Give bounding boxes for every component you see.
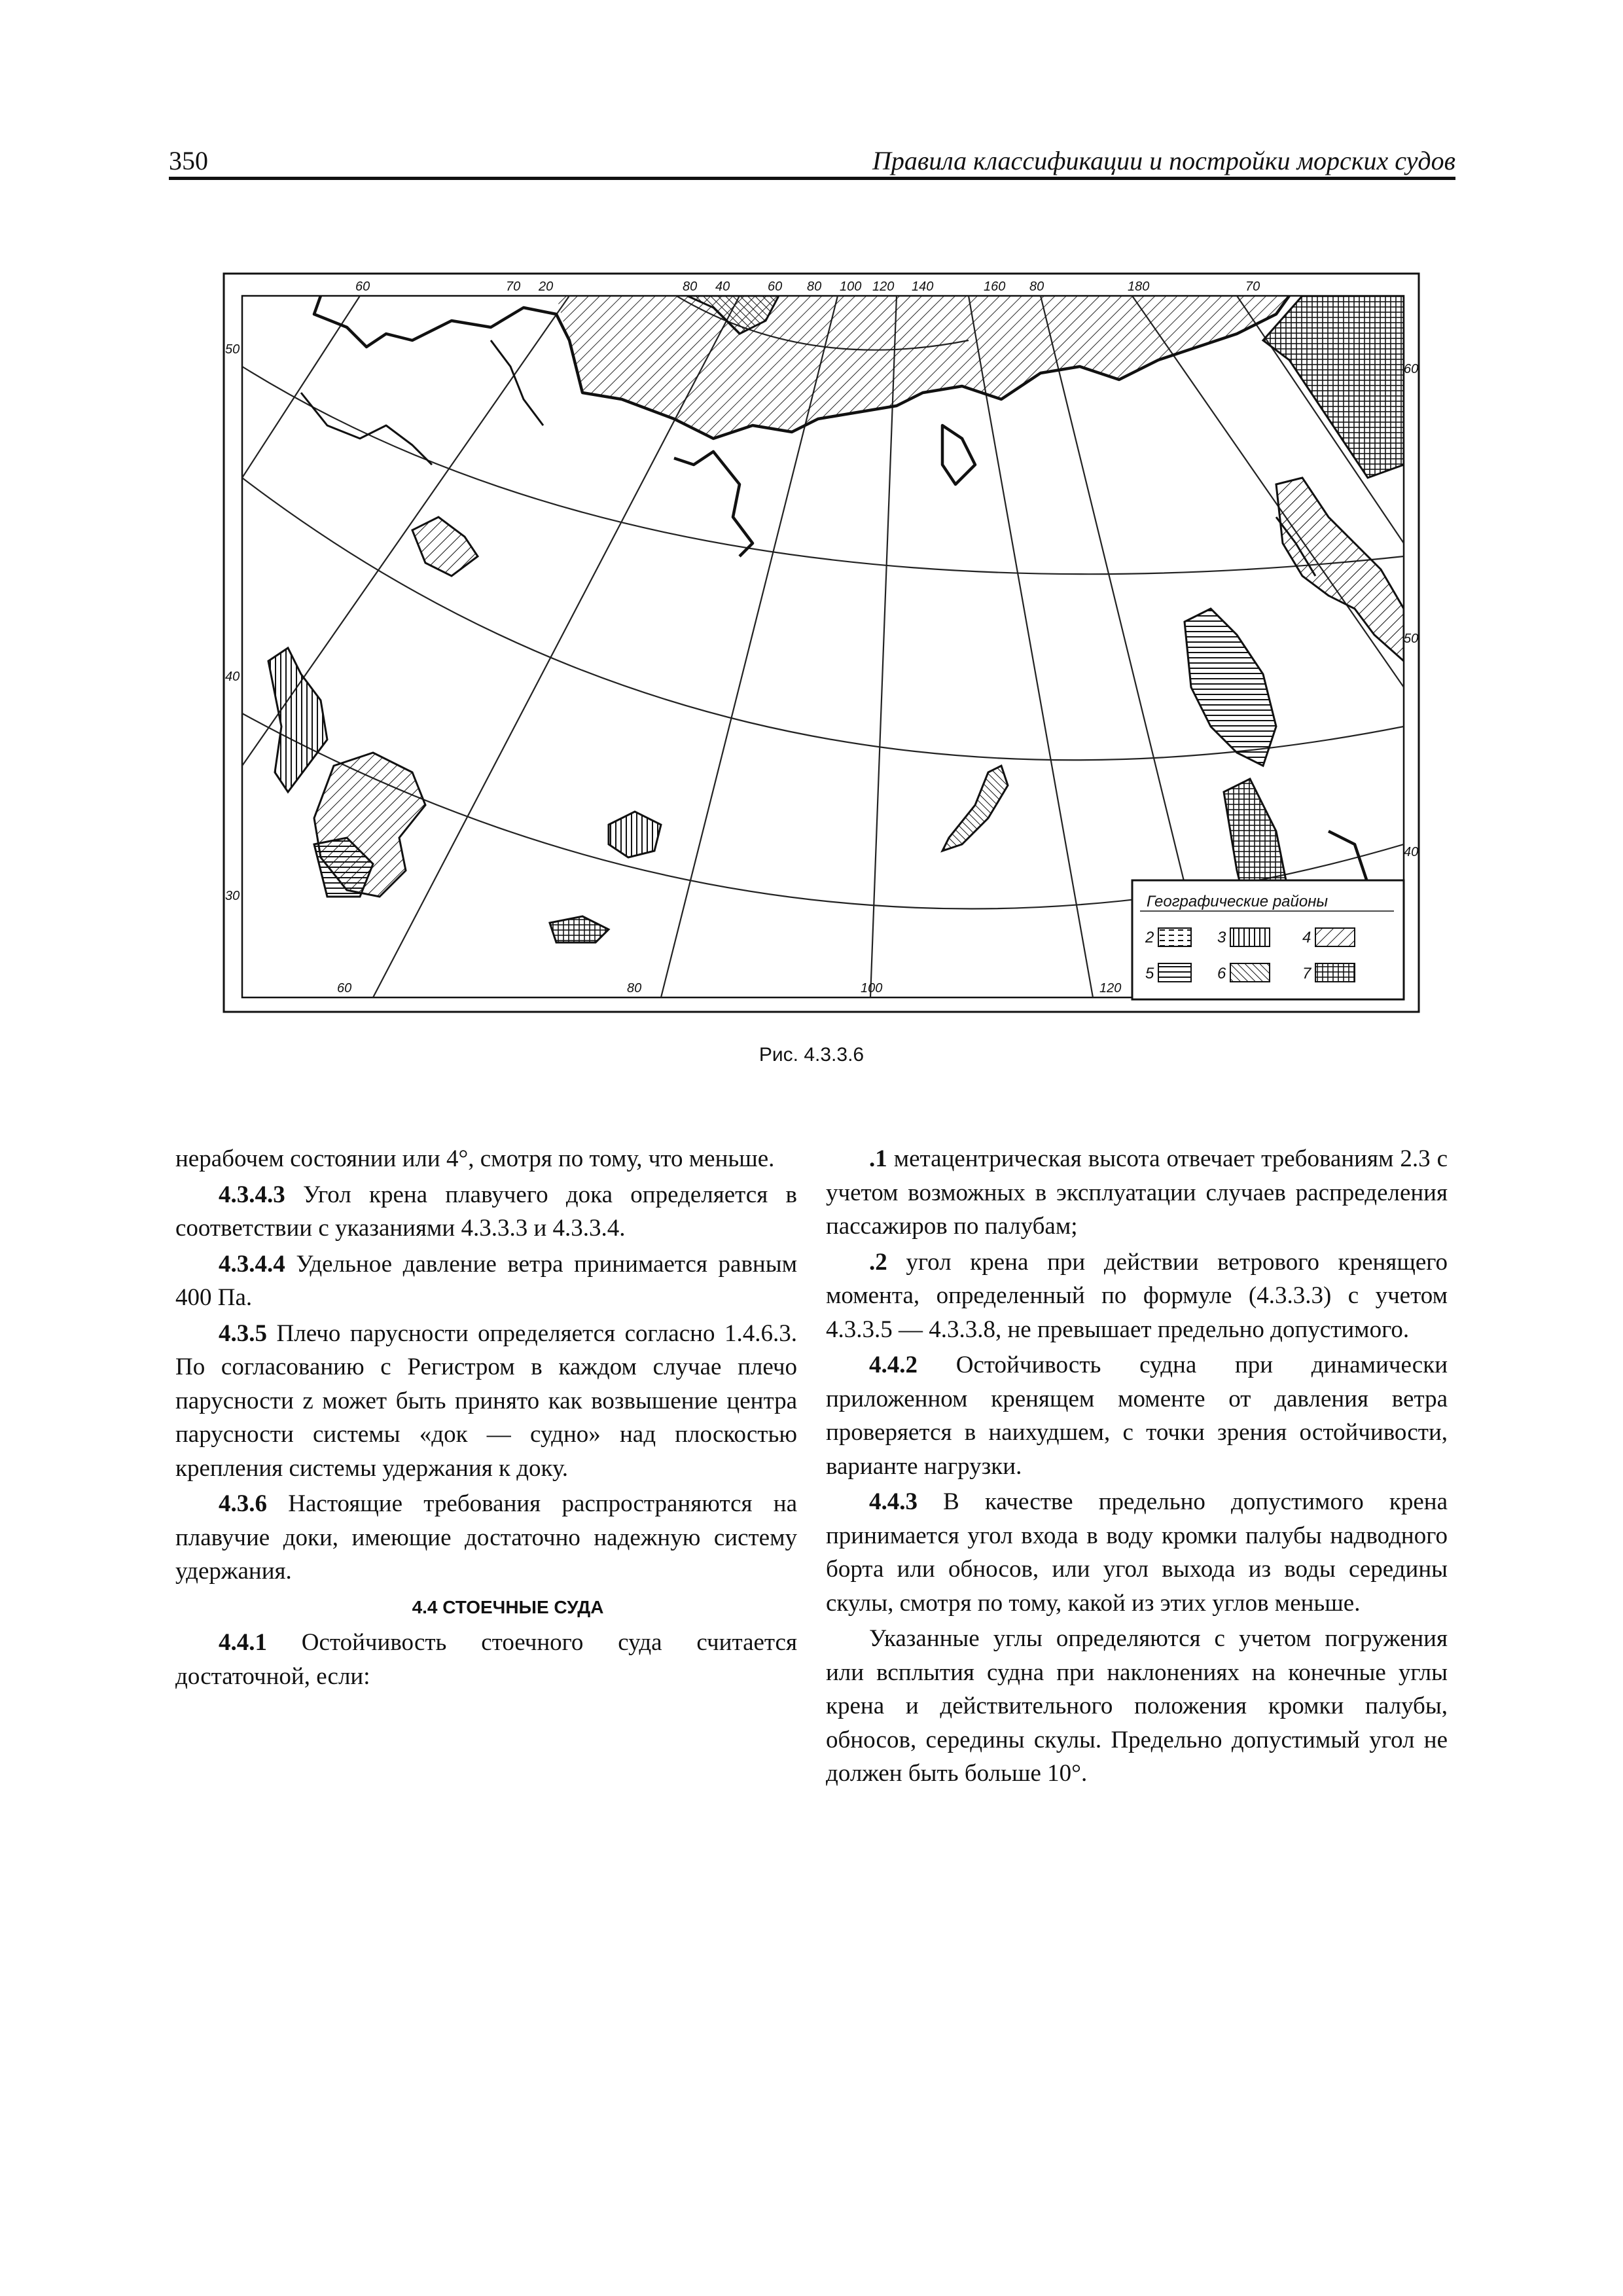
legend-title: Географические районы: [1147, 893, 1329, 910]
svg-text:70: 70: [1245, 279, 1260, 294]
svg-text:100: 100: [840, 279, 862, 294]
svg-text:140: 140: [912, 279, 934, 294]
north-east-zone: [1263, 296, 1404, 478]
svg-text:80: 80: [627, 981, 642, 996]
legend-item-2-label: 2: [1145, 929, 1154, 946]
svg-text:80: 80: [807, 279, 822, 294]
legend-swatch-2: [1158, 928, 1191, 946]
svg-text:50: 50: [1404, 632, 1419, 646]
svg-text:160: 160: [984, 279, 1006, 294]
right-ticks: [1404, 362, 1418, 859]
paragraph: 4.4.2 Остойчивость судна при динамически приложенном кренящем моменте от давления ветра проверяется в наихудшем, с точки зрения остойчивости, варианте нагрузки.: [826, 1352, 1448, 1480]
issyk-kul: [550, 916, 609, 942]
section-title: 4.4 СТОЕЧНЫЕ СУДА: [412, 1596, 604, 1617]
page-header: [169, 145, 1455, 179]
svg-text:120: 120: [1099, 981, 1122, 996]
right-column: [826, 1142, 1448, 1793]
north-coast: [314, 296, 1289, 556]
paragraph: нерабочем состоянии или 4°, смотря по тому, что меньше.: [175, 1145, 775, 1172]
svg-text:70: 70: [506, 279, 521, 294]
svg-text:20: 20: [539, 279, 554, 294]
legend-item-5-label: 5: [1145, 965, 1154, 982]
svg-text:60: 60: [355, 279, 370, 294]
legend-item-6-label: 6: [1217, 965, 1226, 982]
paragraph: 4.4.1 Остойчивость стоечного суда считается достаточной, если:: [175, 1629, 797, 1690]
legend-swatch-3: [1230, 928, 1270, 946]
north-lake: [412, 517, 478, 576]
legend-swatch-5: [1158, 963, 1191, 982]
header-rule: [169, 177, 1455, 180]
svg-text:120: 120: [872, 279, 895, 294]
svg-text:80: 80: [683, 279, 698, 294]
map-legend: [1132, 880, 1404, 999]
paragraph: 4.4.3 В качестве предельно допустимого крена принимается угол входа в воду кромки палубы надводного борта или обносов, или угол выхода из воды середины скулы, смотря по тому, какой из этих углов меньше.: [826, 1488, 1448, 1617]
running-title: Правила классификации и постройки морских судов: [872, 146, 1455, 175]
map-figure: [216, 268, 1433, 1014]
svg-text:40: 40: [1404, 845, 1419, 859]
svg-text:60: 60: [337, 981, 352, 996]
baikal: [942, 766, 1008, 851]
svg-text:100: 100: [861, 981, 883, 996]
legend-item-4-label: 4: [1302, 929, 1311, 946]
svg-text:50: 50: [225, 342, 240, 357]
paragraph: .2 угол крена при действии ветрового кренящего момента, определенный по формуле (4.3.3.3) с учетом 4.3.3.5 — 4.3.3.8, не превышает предельно допустимого.: [826, 1248, 1448, 1343]
svg-text:80: 80: [1029, 279, 1044, 294]
page-number: 350: [169, 146, 208, 175]
paragraph: 4.3.4.3 Угол крена плавучего дока определяется в соответствии с указаниями 4.3.3.3 и 4.3.3.4.: [175, 1181, 797, 1242]
okhotsk-zone: [1185, 609, 1276, 766]
legend-swatch-7: [1315, 963, 1355, 982]
paragraph: 4.3.5 Плечо парусности определяется согласно 1.4.6.3. По согласованию с Регистром в каждом случае плечо парусности z может быть принято как возвышение центра парусности системы «док — судно» над плоскостью крепления системы удержания к доку.: [175, 1319, 797, 1482]
svg-text:180: 180: [1128, 279, 1150, 294]
left-ticks: [225, 342, 240, 903]
map-svg: [216, 268, 1433, 1014]
legend-item-7-label: 7: [1302, 965, 1311, 982]
paragraph: .1 метацентрическая высота отвечает требованиям 2.3 с учетом возможных в эксплуатации случаев распределения пассажиров по палубам;: [826, 1145, 1448, 1240]
small-lake: [609, 812, 661, 857]
left-column: [175, 1142, 797, 1695]
legend-swatch-6: [1230, 963, 1270, 982]
legend-swatch-4: [1315, 928, 1355, 946]
svg-text:60: 60: [768, 279, 783, 294]
svg-text:40: 40: [225, 670, 240, 684]
kamchatka-zone: [1276, 478, 1404, 661]
top-ticks: [355, 279, 1260, 294]
paragraph: 4.3.4.4 Удельное давление ветра принимается равным 400 Па.: [175, 1250, 797, 1311]
bottom-ticks: [337, 981, 1121, 996]
paragraph: 4.3.6 Настоящие требования распространяются на плавучие доки, имеющие достаточно надежную систему удержания.: [175, 1490, 797, 1585]
legend-item-3-label: 3: [1217, 929, 1226, 946]
svg-text:40: 40: [715, 279, 730, 294]
figure-caption: Рис. 4.3.3.6: [758, 1044, 865, 1066]
svg-text:30: 30: [225, 889, 240, 903]
paragraph: Указанные углы определяются с учетом погружения или всплытия судна при наклонениях на конечные углы крена и действительного положения кромки палубы, обносов, середины скулы. Предельно допустимый угол не должен быть больше 10°.: [826, 1625, 1448, 1787]
caspian-sea: [268, 648, 327, 792]
svg-text:60: 60: [1404, 362, 1419, 376]
